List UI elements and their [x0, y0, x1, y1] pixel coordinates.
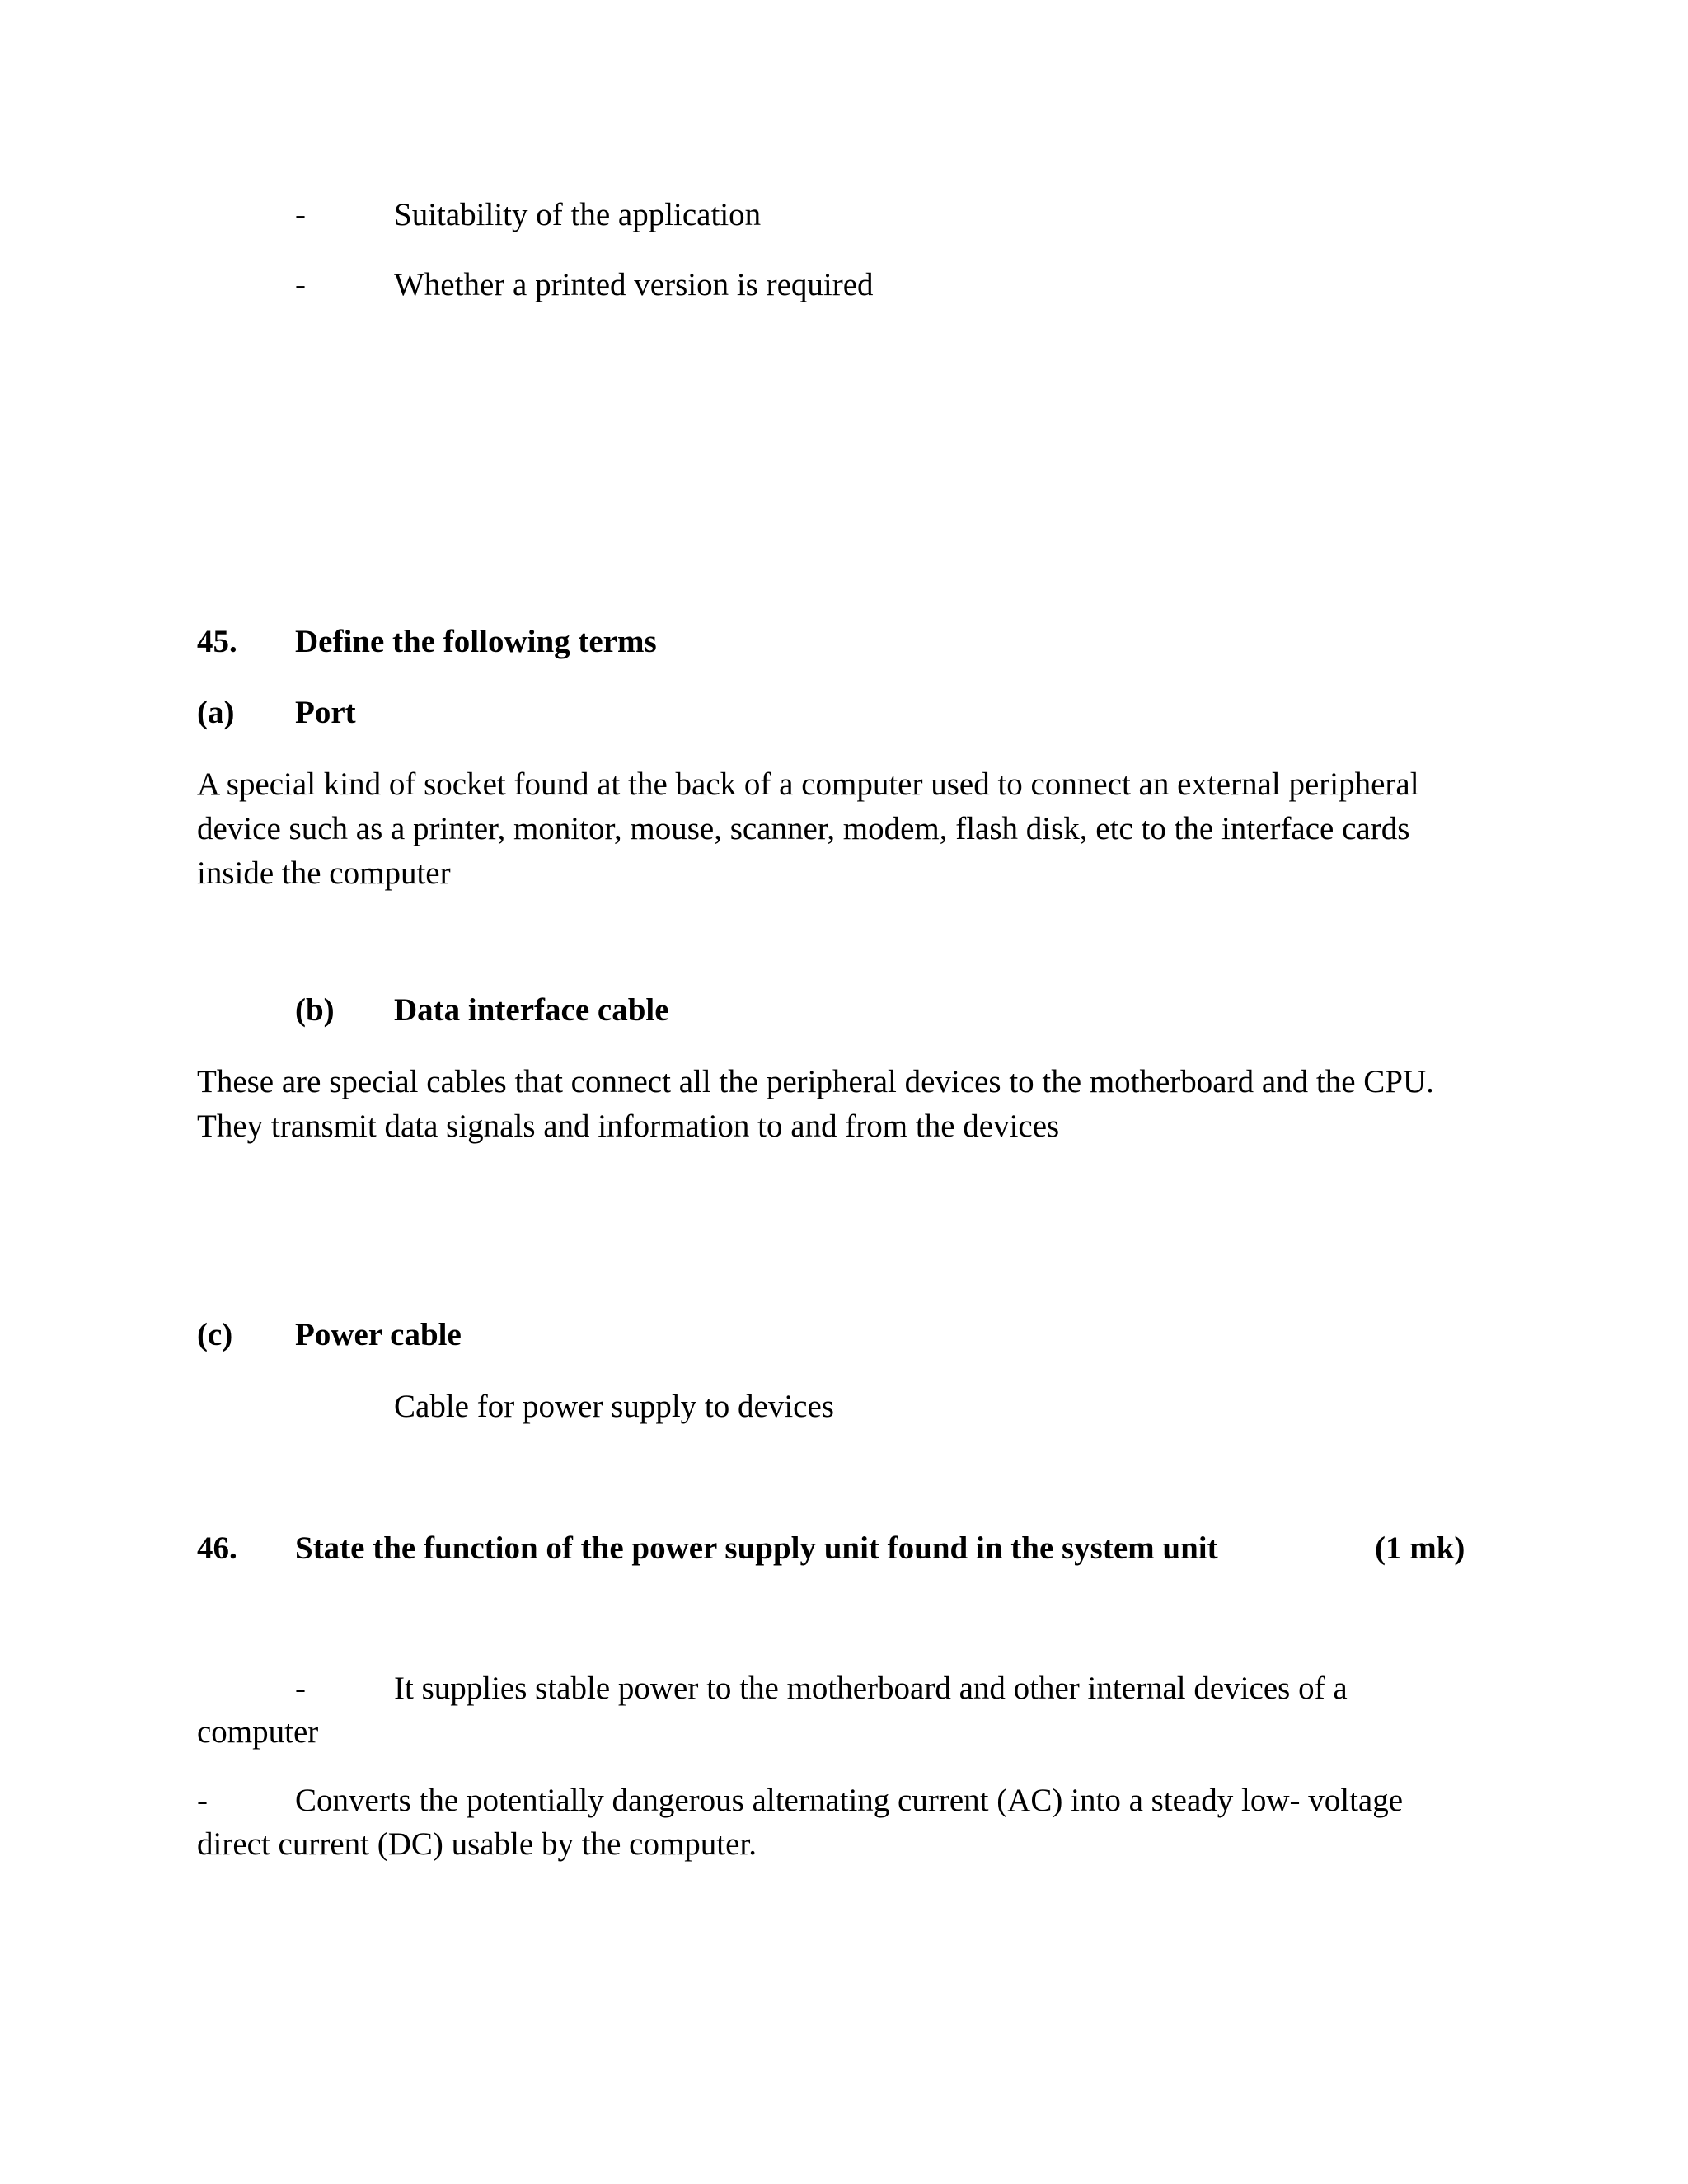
paragraph-line: device such as a printer, monitor, mouse, scanner, modem, flash disk, etc to the interface cards — [197, 811, 1410, 846]
answer-text: Cable for power supply to devices — [394, 1389, 834, 1424]
answer-line: It supplies stable power to the motherboard and other internal devices of a — [394, 1671, 1348, 1706]
term-heading: Port — [295, 695, 356, 730]
question-number: 46. — [197, 1530, 237, 1566]
marks-label: (1 mk) — [1375, 1530, 1465, 1566]
bullet-dash: - — [197, 1783, 208, 1818]
bullet-text: Suitability of the application — [394, 197, 762, 232]
term-heading: Data interface cable — [394, 992, 669, 1028]
bullet-dash: - — [295, 267, 306, 302]
answer-line: computer — [197, 1714, 319, 1750]
question-number: 45. — [197, 624, 237, 659]
item-label: (c) — [197, 1317, 233, 1352]
paragraph-line: A special kind of socket found at the back of a computer used to connect an external peripheral — [197, 766, 1419, 802]
bullet-text: Whether a printed version is required — [394, 267, 874, 302]
question-title: State the function of the power supply unit found in the system unit — [295, 1530, 1218, 1566]
paragraph-line: These are special cables that connect all the peripheral devices to the motherboard and the CPU. — [197, 1064, 1434, 1099]
paragraph-line: They transmit data signals and information to and from the devices — [197, 1108, 1060, 1144]
answer-line: Converts the potentially dangerous alternating current (AC) into a steady low- voltage — [295, 1783, 1404, 1818]
answer-paragraph — [197, 1060, 1434, 1149]
paragraph-line: inside the computer — [197, 855, 451, 891]
item-label: (a) — [197, 695, 235, 730]
answer-paragraph — [197, 762, 1419, 896]
term-heading: Power cable — [295, 1317, 462, 1352]
question-title: Define the following terms — [295, 624, 657, 659]
bullet-dash: - — [295, 197, 306, 232]
item-label: (b) — [295, 992, 335, 1028]
bullet-dash: - — [295, 1671, 306, 1706]
answer-line: direct current (DC) usable by the computer. — [197, 1826, 757, 1862]
